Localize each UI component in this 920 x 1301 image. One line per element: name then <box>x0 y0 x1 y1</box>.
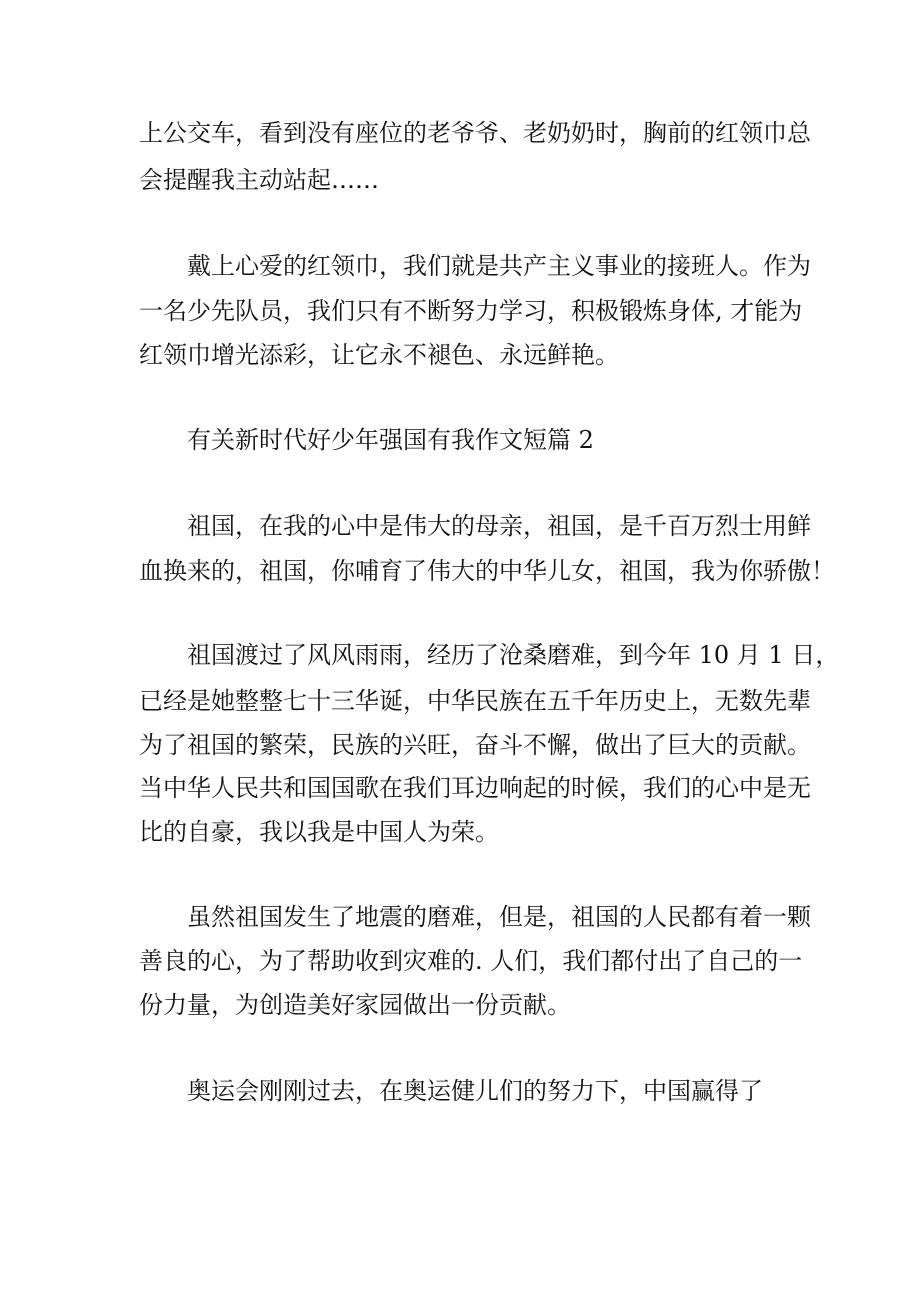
text-line: 红领巾增光添彩，让它永不褪色、永远鲜艳。 <box>139 341 619 369</box>
text-line: 戴上心爱的红领巾，我们就是共产主义事业的接班人。作为 <box>187 252 811 280</box>
text-line: 一名少先队员，我们只有不断努力学习，积极锻炼身体, 才能为 <box>139 297 803 325</box>
text-line: 会提醒我主动站起…… <box>139 166 379 194</box>
text-line: 份力量，为创造美好家园做出一份贡献。 <box>139 991 571 1019</box>
text-line: 血换来的，祖国，你哺育了伟大的中华儿女，祖国，我为你骄傲！ <box>139 557 835 585</box>
text-line: 比的自豪，我以我是中国人为荣。 <box>139 818 499 846</box>
section-heading: 有关新时代好少年强国有我作文短篇 2 <box>187 426 594 454</box>
text-line: 祖国渡过了风风雨雨，经历了沧桑磨难，到今年 10 月 1 日， <box>187 641 840 669</box>
text-line: 上公交车，看到没有座位的老爷爷、老奶奶时，胸前的红领巾总 <box>139 119 811 147</box>
text-line: 当中华人民共和国国歌在我们耳边响起的时候，我们的心中是无 <box>139 774 811 802</box>
text-line: 虽然祖国发生了地震的磨难，但是，祖国的人民都有着一颗 <box>187 903 811 931</box>
text-line: 为了祖国的繁荣，民族的兴旺，奋斗不懈，做出了巨大的贡献。 <box>139 731 811 759</box>
text-line: 奥运会刚刚过去，在奥运健儿们的努力下，中国赢得了 <box>187 1077 763 1105</box>
text-line: 祖国，在我的心中是伟大的母亲，祖国，是千百万烈士用鲜 <box>187 512 811 540</box>
text-line: 已经是她整整七十三华诞，中华民族在五千年历史上，无数先辈 <box>139 687 811 715</box>
text-line: 善良的心，为了帮助收到灾难的. 人们，我们都付出了自己的一 <box>139 947 803 975</box>
